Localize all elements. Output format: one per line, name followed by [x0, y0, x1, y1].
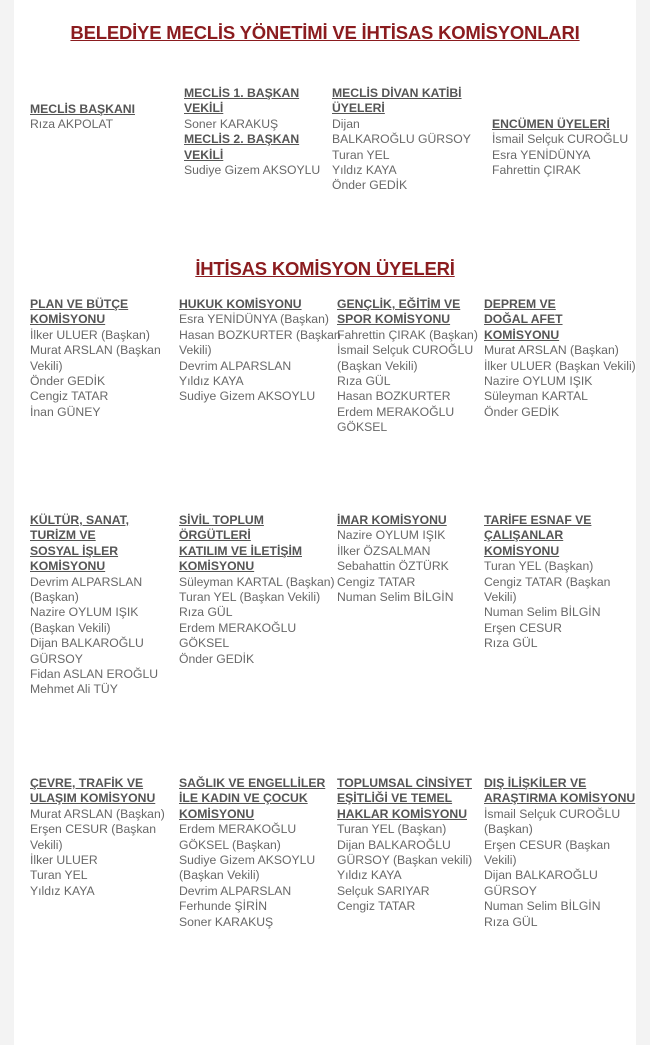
commission-block — [30, 513, 158, 698]
member-name: İlker ULUER — [30, 853, 98, 868]
member-name: Devrim ALPARSLAN — [30, 574, 143, 589]
commission-title: ÇEVRE, TRAFİK VE — [30, 776, 144, 790]
commission-title: PLAN VE BÜTÇE — [30, 297, 129, 311]
member-name: Nazire OYLUM IŞIK — [30, 605, 139, 620]
member-name: Soner KARAKUŞ — [179, 914, 274, 929]
member-name: İsmail Selçuk CUROĞLU — [484, 806, 621, 821]
member-name: Turan YEL (Başkan) — [337, 822, 447, 837]
member-name: Selçuk SARIYAR — [337, 883, 430, 898]
member-name: Esra YENİDÜNYA (Başkan) — [179, 312, 329, 327]
member-name: Süleyman KARTAL (Başkan) — [179, 574, 335, 589]
member-name: Önder GEDİK — [484, 404, 560, 419]
member-name: (Başkan) — [484, 822, 533, 837]
member-name: Dijan BALKAROĞLU — [30, 636, 144, 651]
commission-title: TOPLUMSAL CİNSİYET — [337, 776, 472, 790]
commission-block — [337, 297, 478, 436]
member-name: Fidan ASLAN EROĞLU — [30, 667, 159, 682]
section-title: İHTİSAS KOMİSYON ÜYELERİ — [195, 258, 455, 279]
member-name: İnan GÜNEY — [30, 404, 101, 419]
member-name: Vekili) — [179, 343, 212, 358]
member-name: (Başkan Vekili) — [179, 868, 260, 883]
member-name: Vekili) — [484, 853, 517, 868]
member-name: Turan YEL — [30, 868, 88, 883]
member-name: Erdem MERAKOĞLU — [179, 822, 297, 837]
member-name: Sudiye Gizem AKSOYLU — [179, 853, 316, 868]
member-name: Yıldız KAYA — [332, 163, 397, 178]
member-name: Murat ARSLAN (Başkan) — [484, 343, 619, 358]
member-name: Fahrettin ÇIRAK — [492, 163, 581, 178]
commission-title: SOSYAL İŞLER — [30, 543, 119, 558]
member-name: Erdem MERAKOĞLU — [337, 404, 455, 419]
commission-title: KÜLTÜR, SANAT, — [30, 513, 130, 527]
commission-title: DIŞ İLİŞKİLER VE — [484, 776, 587, 790]
member-name: (Başkan Vekili) — [337, 358, 418, 373]
member-name: Yıldız KAYA — [30, 883, 95, 898]
member-name: Cengiz TATAR — [337, 899, 416, 914]
member-name: İsmail Selçuk CUROĞLU — [337, 343, 474, 358]
commission-block — [179, 297, 341, 405]
member-name: Mehmet Ali TÜY — [30, 682, 118, 697]
commission-title: ULAŞIM KOMİSYONU — [30, 791, 156, 806]
member-name: Numan Selim BİLGİN — [484, 605, 601, 620]
member-name: Hasan BOZKURTER — [337, 389, 451, 404]
commission-title: İLE KADIN VE ÇOCUK — [179, 791, 308, 806]
member-name: Vekili) — [484, 590, 517, 605]
member-name: Numan Selim BİLGİN — [337, 590, 454, 605]
commission-title: KOMİSYONU — [179, 806, 255, 821]
commission-title: ARAŞTIRMA KOMİSYONU — [484, 791, 636, 806]
commission-block — [337, 513, 454, 605]
commission-title: KOMİSYONU — [30, 312, 106, 327]
member-name: Nazire OYLUM IŞIK — [484, 374, 593, 389]
commission-title: ÇALIŞANLAR — [484, 528, 564, 543]
block-heading: ÜYELERİ — [332, 101, 385, 116]
block-heading: VEKİLİ — [184, 147, 224, 162]
commission-title: GENÇLİK, EĞİTİM VE — [337, 297, 461, 311]
commission-title: ÖRGÜTLERİ — [179, 528, 251, 543]
commission-title: KOMİSYONU — [179, 559, 255, 574]
member-name: BALKAROĞLU GÜRSOY — [332, 132, 471, 147]
commission-title: SİVİL TOPLUM — [179, 513, 264, 527]
member-name: Numan Selim BİLGİN — [484, 899, 601, 914]
commission-title: KATILIM VE İLETİŞİM — [179, 543, 302, 558]
member-name: Vekili) — [30, 837, 63, 852]
member-name: Turan YEL (Başkan Vekili) — [179, 590, 321, 605]
leadership-encumen — [492, 117, 628, 179]
member-name: Cengiz TATAR (Başkan — [484, 574, 611, 589]
member-name: Rıza GÜL — [179, 605, 233, 620]
block-heading: MECLİS DİVAN KATİBİ — [332, 86, 462, 100]
member-name: Rıza GÜL — [337, 374, 391, 389]
block-heading: MECLİS 2. BAŞKAN — [184, 132, 300, 147]
member-name: Dijan — [332, 116, 360, 131]
member-name: Rıza AKPOLAT — [30, 117, 114, 132]
member-name: Süleyman KARTAL — [484, 389, 588, 404]
member-name: İlker ÖZSALMAN — [337, 543, 431, 558]
member-name: Önder GEDİK — [179, 651, 255, 666]
member-name: Soner KARAKUŞ — [184, 116, 279, 131]
member-name: Önder GEDİK — [332, 178, 408, 193]
leadership-meclis-baskani — [30, 102, 135, 133]
member-name: İlker ULUER (Başkan) — [30, 327, 150, 342]
member-name: Cengiz TATAR — [337, 574, 416, 589]
commission-title: İMAR KOMİSYONU — [337, 513, 447, 527]
member-name: Rıza GÜL — [484, 636, 538, 651]
member-name: Nazire OYLUM IŞIK — [337, 528, 446, 543]
commission-block — [484, 776, 635, 930]
member-name: Erşen CESUR (Başkan — [30, 822, 156, 837]
block-heading: MECLİS BAŞKANI — [30, 102, 135, 116]
commission-title: SAĞLIK VE ENGELLİLER — [179, 776, 326, 790]
member-name: (Başkan) — [30, 590, 79, 605]
commission-title: KOMİSYONU — [484, 327, 560, 342]
member-name: Erşen CESUR (Başkan — [484, 837, 610, 852]
commission-title: TARİFE ESNAF VE — [484, 513, 592, 527]
member-name: Murat ARSLAN (Başkan — [30, 343, 161, 358]
block-heading: MECLİS 1. BAŞKAN — [184, 86, 300, 100]
member-name: Cengiz TATAR — [30, 389, 109, 404]
member-name: Hasan BOZKURTER (Başkan — [179, 327, 341, 342]
member-name: GÜRSOY (Başkan vekili) — [337, 853, 473, 868]
member-name: Ferhunde ŞİRİN — [179, 899, 268, 914]
main-title: BELEDİYE MECLİS YÖNETİMİ VE İHTİSAS KOMİSYONLARI — [70, 22, 580, 43]
member-name: Rıza GÜL — [484, 914, 538, 929]
commission-block — [179, 776, 325, 930]
member-name: Turan YEL — [332, 147, 390, 162]
member-name: Yıldız KAYA — [337, 868, 402, 883]
block-heading: VEKİLİ — [184, 101, 224, 116]
member-name: GÖKSEL — [179, 636, 230, 651]
commission-title: KOMİSYONU — [30, 559, 106, 574]
commission-title: SPOR KOMİSYONU — [337, 312, 451, 327]
member-name: Esra YENİDÜNYA — [492, 147, 591, 162]
commission-block — [30, 776, 165, 899]
member-name: Önder GEDİK — [30, 374, 106, 389]
commission-title: TURİZM VE — [30, 528, 96, 543]
member-name: Devrim ALPARSLAN — [179, 883, 292, 898]
commission-block — [179, 513, 335, 667]
member-name: (Başkan Vekili) — [30, 620, 111, 635]
member-name: İlker ULUER (Başkan Vekili) — [484, 358, 636, 373]
member-name: Yıldız KAYA — [179, 374, 244, 389]
member-name: Murat ARSLAN (Başkan) — [30, 806, 165, 821]
commission-block — [484, 513, 610, 652]
member-name: GÖKSEL (Başkan) — [179, 837, 281, 852]
leadership-baskan-vekilleri — [184, 86, 320, 178]
member-name: Devrim ALPARSLAN — [179, 358, 292, 373]
commission-title: HUKUK KOMİSYONU — [179, 297, 302, 311]
member-name: Dijan BALKAROĞLU — [337, 837, 451, 852]
member-name: Sudiye Gizem AKSOYLU — [184, 163, 321, 178]
member-name: Turan YEL (Başkan) — [484, 559, 594, 574]
commission-title: DOĞAL AFET — [484, 312, 563, 327]
member-name: Erdem MERAKOĞLU — [179, 620, 297, 635]
member-name: GÜRSOY — [484, 883, 537, 898]
member-name: Sudiye Gizem AKSOYLU — [179, 389, 316, 404]
member-name: GÜRSOY — [30, 651, 83, 666]
member-name: Vekili) — [30, 358, 63, 373]
member-name: Dijan BALKAROĞLU — [484, 868, 598, 883]
member-name: Fahrettin ÇIRAK (Başkan) — [337, 327, 478, 342]
member-name: Sebahattin ÖZTÜRK — [337, 559, 449, 574]
leadership-divan-katibi — [332, 86, 471, 194]
commission-title: KOMİSYONU — [484, 543, 560, 558]
member-name: İsmail Selçuk CUROĞLU — [492, 132, 629, 147]
block-heading: ENCÜMEN ÜYELERİ — [492, 117, 610, 131]
commission-block — [484, 297, 636, 420]
member-name: Erşen CESUR — [484, 620, 562, 635]
commission-block — [30, 297, 161, 420]
commission-title: DEPREM VE — [484, 297, 556, 311]
commission-block — [337, 776, 472, 915]
member-name: GÖKSEL — [337, 420, 388, 435]
commission-title: EŞİTLİĞİ VE TEMEL — [337, 791, 453, 806]
commission-title: HAKLAR KOMİSYONU — [337, 806, 467, 821]
